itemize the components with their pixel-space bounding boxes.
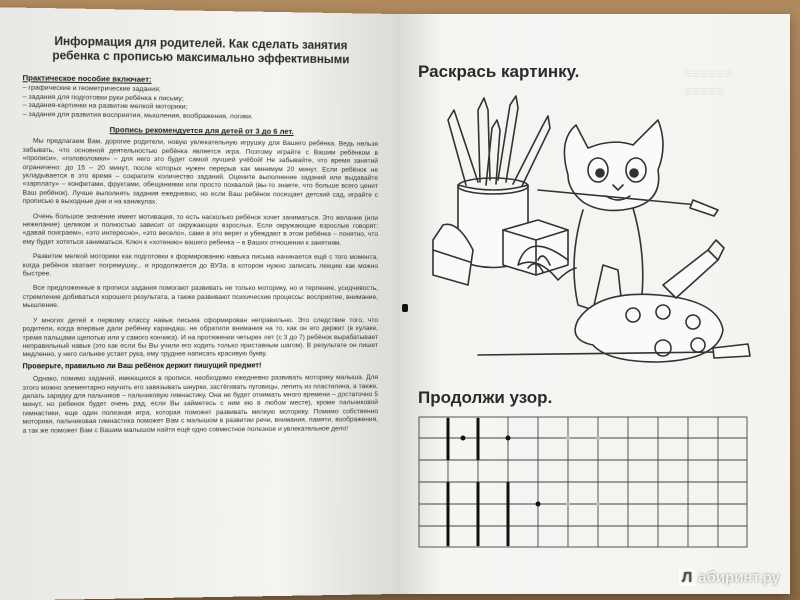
- pattern-grid: [418, 416, 748, 548]
- labirint-watermark: [679, 569, 780, 586]
- grid-lines-icon: [418, 416, 748, 548]
- left-page: [0, 7, 396, 600]
- includes-list: [23, 84, 378, 123]
- show-through-text: ≡≡≡≡≡≡ ≡≡≡≡≡: [684, 65, 734, 99]
- paragraph: Мы предлагаем Вам, дорогие родители, новую увлекательную игрушку для Вашего ребёнка. Ведь нельзя забывать, что основной деятельностью ребёнка является игра. Поэтому играйте с Вашим ребёнком в «прописи», «головоломки» – для него это будет самой лучшей учёбой! Не забывайте, что время занятий ограничено: до 15 – 20 минут, после которых нужен перерыв как минимум 20 минут. Если ребёнок не укладывается в это время – сократите количество заданий. Оцените выполнение заданий или выдавайте «зарплату» – конфетами, фруктами, обещаниями или просто похвалой (вы-то знаете, что больше всего ценит Ваш ребёнок). Лучше выполнять задания ежедневно, но если Ваш ребёнок посещает детский сад, играйте с прописью в выходные дни и на каникулах.: [22, 137, 379, 206]
- list-item: – задания для подготовки руки ребёнка к письму;: [22, 93, 184, 103]
- paragraph: Однако, помимо заданий, имеющихся в прописи, необходимо ежедневно развивать моторику малыша. Для этого можно элементарно научить его завязывать шнурки, застёгивать пуговицы, лепить из пластилина, а также, делать зарядку для пальчиков – пальчиковую гимнастику. Она не будет отнимать много времени – достаточно 5 минут, но ребенок будет очень рад, если Вы займетесь с ним ею в любом месте), кроме пальчиковой гимнастики, еще один полезная игра, которая поможет развивать мелкую моторику. Помимо собственно моторики, пальчиковая гимнастика поможет Вам с малышом в развитии речи, внимания, памяти, воображения, а так же поможет Вам с Вашим малышом найти ещё одно совместное полезное и увлекательное дело!: [22, 374, 379, 435]
- paragraph: Все предложенные в прописи задания помогают развивать не только моторику, но и терпение, усидчивость, стремление добиваться хорошего результата, а также развивают психические процессы: восприятие, внимание, мышление.: [22, 285, 379, 310]
- open-booklet: [8, 14, 790, 594]
- watermark-text: абиринт.ру: [698, 569, 780, 586]
- cat-coloring-picture: [418, 90, 758, 380]
- paragraph: Очень большое значение имеет мотивация, то есть насколько ребёнок хочет заниматься. Это желание (или нежелание) целиком и полностью зависит от окружающих взрослых. Если окружающие взрослые говорят: «давай поиграем», «это интересно», «это весело», сами в это верят и убеждают в этом ребёнка – понятно, что ему будет хотеться заниматься. Ключ к «хотению» вашего ребенка – в Ваших отношении к занятиям.: [22, 212, 379, 247]
- includes-heading: Практическое пособие включает:: [22, 73, 152, 84]
- right-page: [396, 14, 790, 594]
- cat-drawing-icon: [418, 90, 758, 380]
- paragraph: Развитие мелкой моторики как подготовки к формированию навыка письма начинается ещё с того момента, когда ребёнок хватает погремушку... и продолжается до ВУЗа, в котором нужно записать лекцию как можно быстрее.: [22, 253, 379, 278]
- age-recommendation: Пропись рекомендуется для детей от 3 до 6 лет.: [109, 125, 294, 137]
- list-item: – задания для развития восприятия, мышления, воображения, логики.: [22, 110, 253, 121]
- list-item: – задания-картинки на развитие мелкой моторики;: [22, 101, 188, 111]
- list-item: – графические и геометрические задания;: [22, 84, 161, 94]
- parents-info-title: Информация для родителей. Как сделать занятия ребенка с прописью максимально эффективными: [52, 35, 350, 67]
- watermark-mark: Л: [679, 569, 696, 586]
- coloring-title: Раскрась картинку.: [418, 62, 580, 81]
- pattern-title: Продолжи узор.: [418, 388, 553, 407]
- binding-hole: [402, 304, 408, 312]
- bold-question: Проверьте, правильно ли Ваш ребёнок держит пишущий предмет!: [22, 362, 262, 371]
- paragraph: У многих детей к первому классу навык письма сформирован неправильно. Это следствие того, что родители, когда впервые дали ребёнку карандаш, не обратили внимания на то, как он его держит (в кулаке, тремя пальцами щепотью или у самого кончика). И на протяжении четырех лет (с 3 до 7) ребёнок вырабатывает неправильный навык (это как если бы Вы учили его ходить только приставным шагом). В результате он пишет медленно, у него сильнее устает рука, ему труднее написать красивую букву.: [22, 316, 379, 359]
